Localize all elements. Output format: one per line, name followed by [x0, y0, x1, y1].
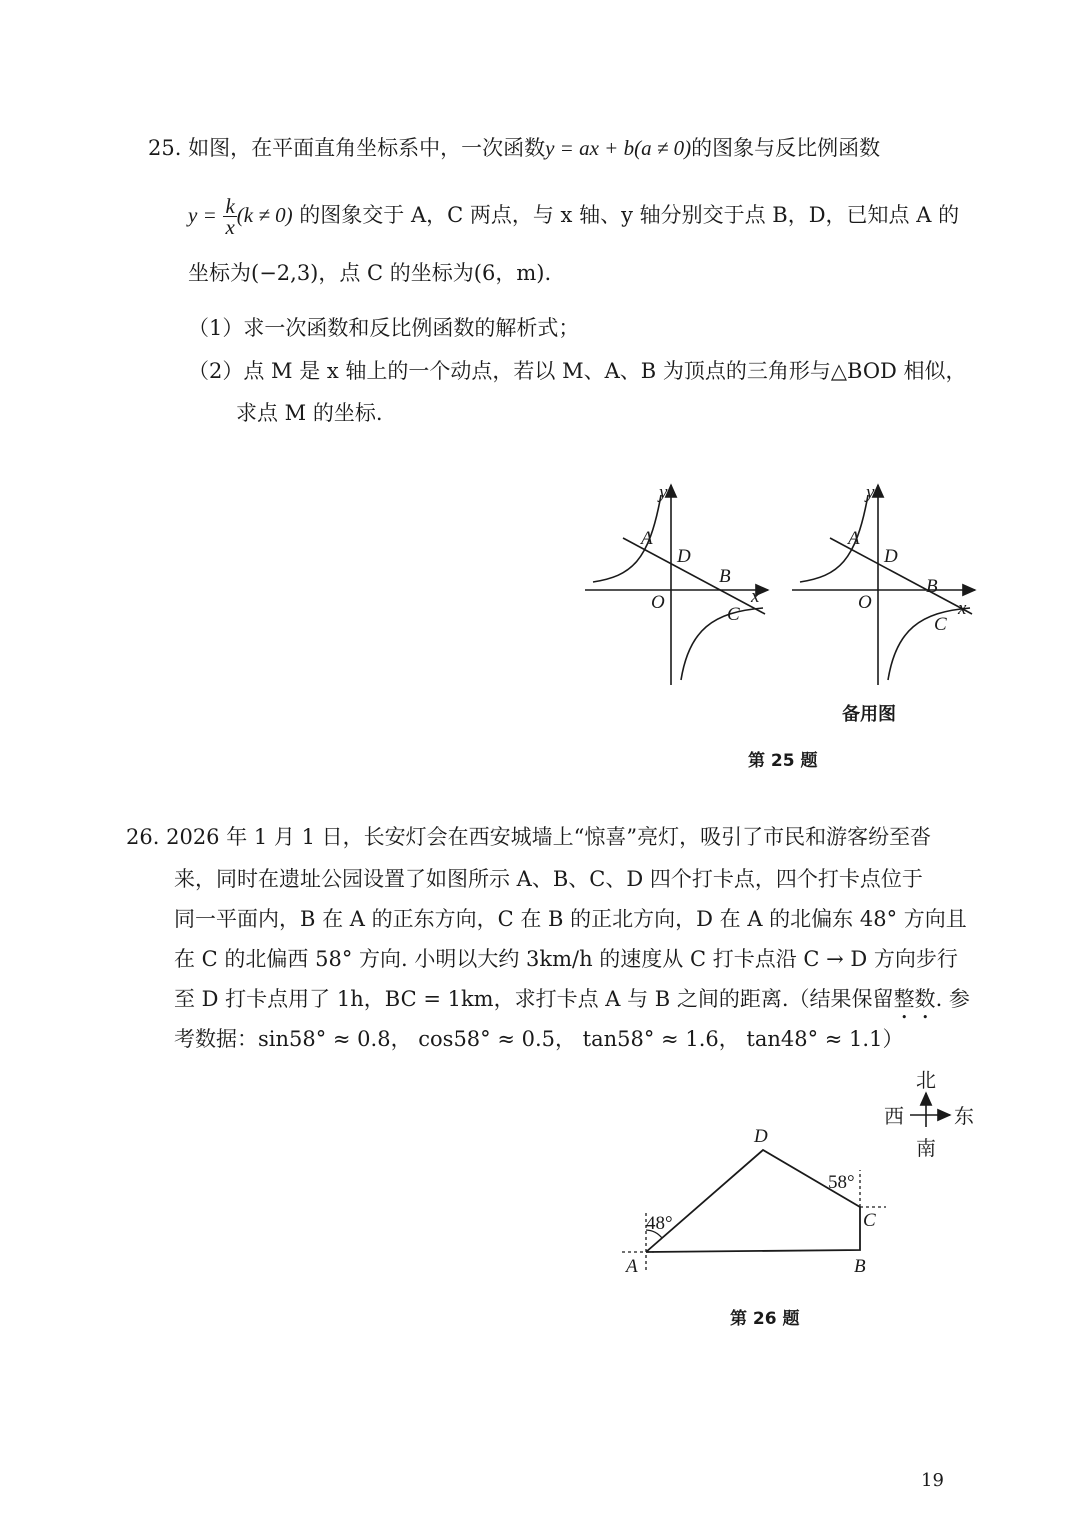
label-D: D [754, 1126, 768, 1147]
q25-frac-num: k [225, 194, 235, 218]
label-C: C [727, 604, 740, 625]
label-y: y [866, 482, 875, 503]
q25-part1: （1）求一次函数和反比例函数的解析式； [188, 316, 580, 340]
q26-number: 26. [126, 825, 160, 849]
q25-fraction [223, 196, 236, 237]
q26-line2: 来，同时在遗址公园设置了如图所示 A、B、C、D 四个打卡点，四个打卡点位于 [174, 867, 923, 891]
q26-line5-pre: 至 D 打卡点用了 1h，BC = 1km，求打卡点 A 与 B 之间的距离.（结果保留 [174, 987, 894, 1011]
label-C: C [934, 614, 947, 635]
q25-number: 25. [148, 136, 182, 160]
q25-caption: 第 25 题 [748, 751, 818, 771]
q25-spare-label: 备用图 [842, 704, 896, 725]
linear-line [830, 538, 972, 614]
compass-west: 西 [884, 1104, 904, 1128]
page-number: 19 [921, 1470, 944, 1491]
label-A: A [626, 1256, 638, 1277]
q25-figure-main [583, 480, 783, 690]
label-x: x [751, 586, 760, 607]
label-A: A [848, 528, 860, 549]
q25-line2 [188, 196, 959, 237]
q25-line1-text: 如图，在平面直角坐标系中，一次函数 [188, 136, 546, 160]
compass-south: 南 [916, 1136, 936, 1160]
label-y: y [659, 482, 668, 503]
q26-figure [618, 1120, 918, 1280]
q26-caption: 第 26 题 [730, 1309, 800, 1329]
q26-line6: 考数据：sin58° ≈ 0.8， cos58° ≈ 0.5， tan58° ≈ 1.6， tan48° ≈ 1.1） [174, 1027, 904, 1051]
q25-line1 [148, 133, 880, 163]
label-C: C [863, 1210, 876, 1231]
q25-y-equals: y = [188, 203, 217, 227]
q25-frac-den: x [225, 215, 235, 239]
q25-linear-function: y = ax + b(a ≠ 0) [545, 136, 692, 160]
label-D: D [884, 546, 898, 567]
q26-line1 [126, 822, 931, 852]
label-B: B [926, 576, 938, 597]
q26-line4: 在 C 的北偏西 58° 方向. 小明以大约 3km/h 的速度从 C 打卡点沿 C → D 方向步行 [174, 947, 958, 971]
q25-line1-tail: 的图象与反比例函数 [691, 136, 881, 160]
q26-line3: 同一平面内，B 在 A 的正东方向，C 在 B 的正北方向，D 在 A 的北偏东 48° 方向且 [174, 907, 967, 931]
quadrilateral-ABCD [646, 1150, 860, 1252]
label-A: A [641, 528, 653, 549]
compass-north: 北 [916, 1068, 936, 1092]
label-D: D [677, 546, 691, 567]
q26-line5 [174, 984, 970, 1024]
compass-east: 东 [954, 1104, 974, 1128]
q25-part2b: 求点 M 的坐标. [236, 401, 383, 425]
q25-line2-text: 的图象交于 A，C 两点，与 x 轴、y 轴分别交于点 B，D，已知点 A 的 [299, 203, 960, 227]
q25-figure-spare [790, 480, 990, 690]
q26-line1-text: 2026 年 1 月 1 日，长安灯会在西安城墙上“惊喜”亮灯，吸引了市民和游客纷至沓 [166, 825, 932, 849]
hyperbola-branch-lower [681, 608, 763, 680]
label-O: O [651, 592, 665, 613]
q26-line5-emph: 整数 [893, 987, 936, 1011]
q25-k-condition: (k ≠ 0) [236, 203, 293, 227]
label-O: O [858, 592, 872, 613]
label-x: x [958, 598, 967, 619]
q25-line3: 坐标为(−2,3)，点 C 的坐标为(6，m). [188, 261, 552, 285]
label-B: B [854, 1256, 866, 1277]
label-B: B [719, 566, 731, 587]
linear-line [623, 538, 765, 614]
q26-line5-post: . 参 [935, 987, 970, 1011]
angle-label-48: 48° [646, 1213, 673, 1234]
q25-part2: （2）点 M 是 x 轴上的一个动点，若以 M、A、B 为顶点的三角形与△BOD 相似， [188, 359, 967, 383]
angle-label-58: 58° [828, 1172, 855, 1193]
